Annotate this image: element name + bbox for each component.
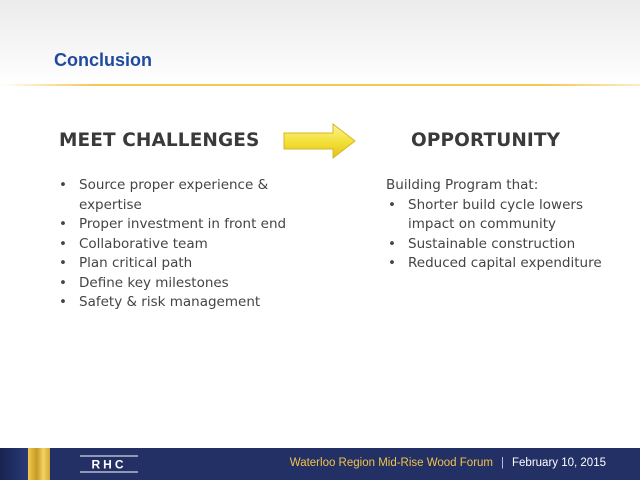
opportunity-heading: OPPORTUNITY bbox=[411, 130, 561, 151]
list-item: • Reduced capital expenditure bbox=[386, 254, 611, 274]
header-band bbox=[0, 0, 640, 86]
bullet-icon: • bbox=[388, 196, 396, 213]
challenges-list bbox=[57, 176, 297, 313]
header-divider bbox=[0, 84, 640, 86]
list-item: • Collaborative team bbox=[57, 235, 297, 255]
opportunity-list bbox=[386, 176, 611, 274]
opportunity-intro: Building Program that: bbox=[386, 177, 539, 193]
slide-title: Conclusion bbox=[54, 50, 152, 70]
bullet-icon: • bbox=[59, 294, 67, 310]
bullet-icon: • bbox=[59, 216, 67, 232]
event-date: February 10, 2015 bbox=[512, 457, 606, 469]
bullet-icon: • bbox=[59, 274, 67, 291]
list-item: • Define key milestones bbox=[57, 274, 297, 294]
footer-separator: | bbox=[501, 457, 505, 469]
list-item: • Sustainable construction bbox=[386, 235, 611, 255]
event-name: Waterloo Region Mid-Rise Wood Forum bbox=[289, 457, 494, 469]
rhc-logo bbox=[80, 455, 138, 473]
svg-text:RHC: RHC bbox=[91, 457, 127, 472]
right-arrow-icon bbox=[283, 123, 357, 159]
bullet-icon: • bbox=[59, 235, 67, 252]
footer-accent-gold bbox=[28, 448, 50, 480]
challenges-heading: MEET CHALLENGES bbox=[59, 130, 260, 151]
footer-caption bbox=[290, 457, 606, 469]
list-item: • Proper investment in front end bbox=[57, 215, 297, 235]
bullet-icon: • bbox=[59, 177, 67, 193]
bullet-icon: • bbox=[388, 255, 396, 271]
list-item: • Plan critical path bbox=[57, 254, 297, 274]
footer-accent-dark bbox=[0, 448, 28, 480]
list-item: • Source proper experience & expertise bbox=[59, 177, 269, 213]
list-item: • Shorter build cycle lowers impact on community bbox=[388, 196, 583, 232]
bullet-icon: • bbox=[59, 255, 67, 271]
list-item: • Safety & risk management bbox=[57, 293, 297, 313]
bullet-icon: • bbox=[388, 235, 396, 252]
